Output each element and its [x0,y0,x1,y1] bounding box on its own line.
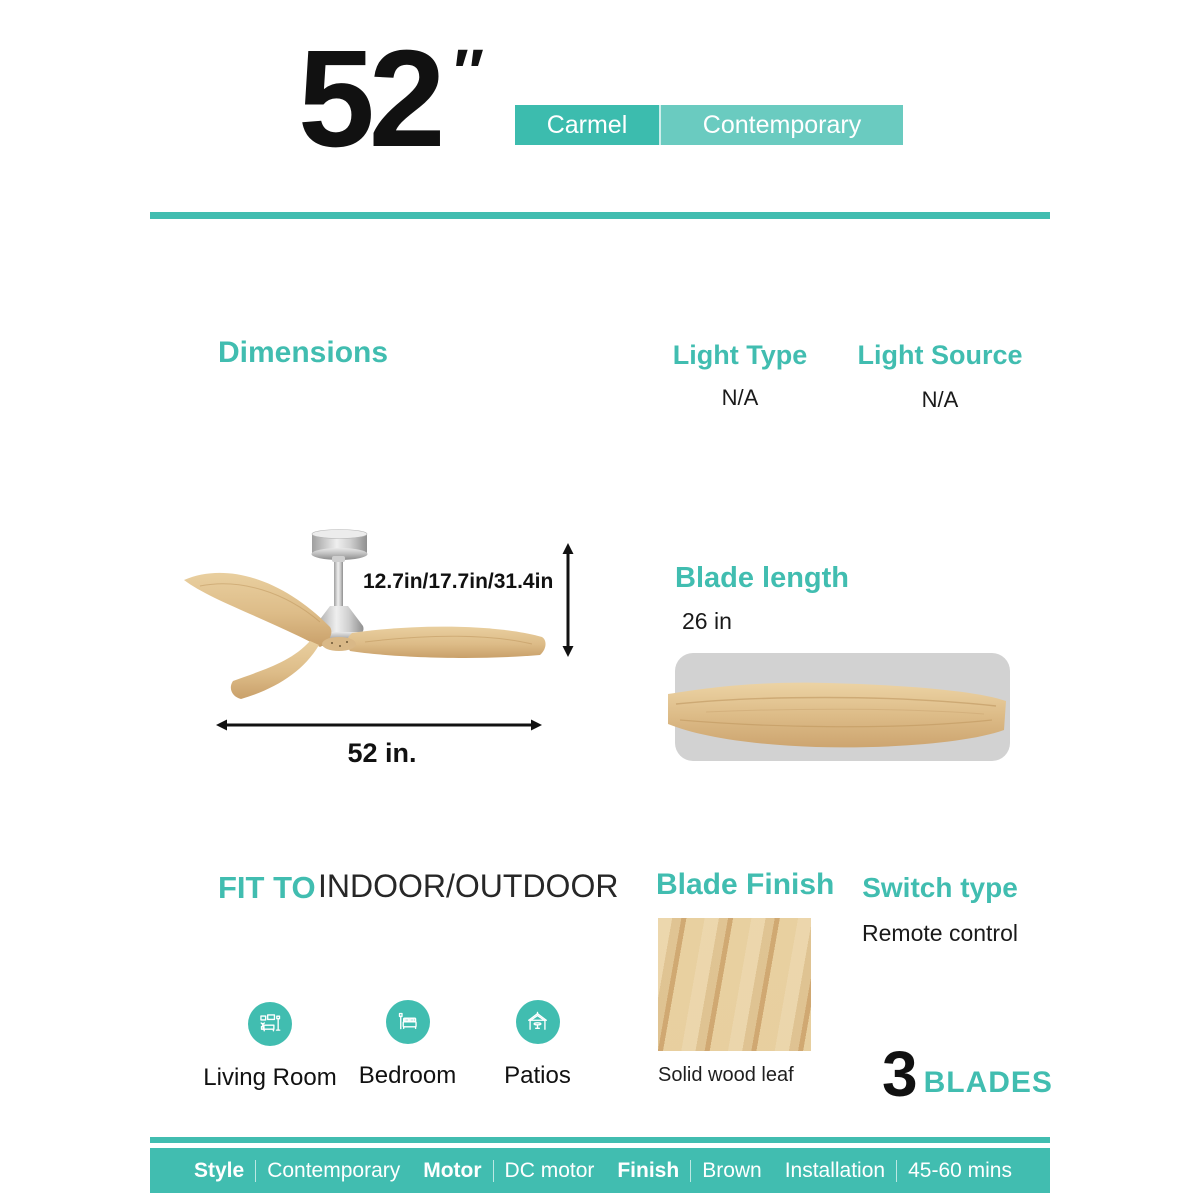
light-source-value: N/A [921,387,959,412]
bedroom-icon [386,1000,430,1044]
dimensions-heading: Dimensions [218,336,389,369]
fan-size: 52 [298,22,440,176]
blade-image [666,668,1012,760]
footer-divider [690,1160,691,1182]
blade-finish-heading: Blade Finish [656,868,835,901]
footer-installation [785,1159,1012,1183]
patio-icon [516,1000,560,1044]
footer-finish-label: Finish [617,1158,680,1182]
light-source-heading: Light Source [857,340,1023,370]
footer-accent-line [150,1137,1050,1143]
blade-count-group [882,1038,1053,1110]
footer-installation-label: Installation [784,1158,886,1182]
inch-mark: ″ [450,36,481,108]
blade-count-label: BLADES [923,1066,1053,1099]
room-bedroom [345,1000,470,1090]
footer-style [194,1159,400,1183]
footer-spec-bar [150,1148,1050,1193]
blade-finish-caption: Solid wood leaf [658,1064,794,1086]
badge-model-style: Contemporary [661,105,903,145]
footer-divider [896,1160,897,1182]
room-label: Bedroom [358,1062,457,1089]
model-badge [515,105,903,145]
fit-to-value: INDOOR/OUTDOOR [318,868,619,904]
blade-finish-swatch [658,918,811,1051]
footer-finish-value: Brown [702,1158,762,1182]
width-dimension-label: 52 in. [347,738,417,768]
header-divider [150,212,1050,219]
footer-motor [423,1159,594,1183]
footer-style-value: Contemporary [267,1158,401,1182]
footer-divider [255,1160,256,1182]
switch-type-value: Remote control [862,920,1018,946]
room-label: Living Room [203,1064,337,1091]
footer-finish [617,1159,761,1183]
blade-count-number: 3 [882,1038,918,1110]
footer-divider [493,1160,494,1182]
light-type-heading: Light Type [672,340,808,370]
footer-motor-value: DC motor [504,1158,595,1182]
height-dimension-label: 12.7in/17.7in/31.4in [363,570,554,593]
footer-motor-label: Motor [423,1158,482,1182]
room-label: Patios [504,1062,571,1089]
room-living-room [205,1002,335,1092]
height-arrow [563,543,574,657]
width-arrow [216,720,542,731]
blade-length-value: 26 in [682,608,732,634]
footer-installation-value: 45-60 mins [908,1158,1012,1182]
fan-canopy [312,530,368,561]
fit-to-heading: FIT TO [218,870,316,905]
living-room-icon [248,1002,292,1046]
footer-style-label: Style [194,1158,245,1182]
badge-model-name: Carmel [515,105,661,145]
switch-type-heading: Switch type [862,872,1018,903]
room-patios [480,1000,595,1090]
blade-length-heading: Blade length [675,562,850,594]
light-type-value: N/A [721,385,759,410]
fan-downrod [334,556,343,608]
